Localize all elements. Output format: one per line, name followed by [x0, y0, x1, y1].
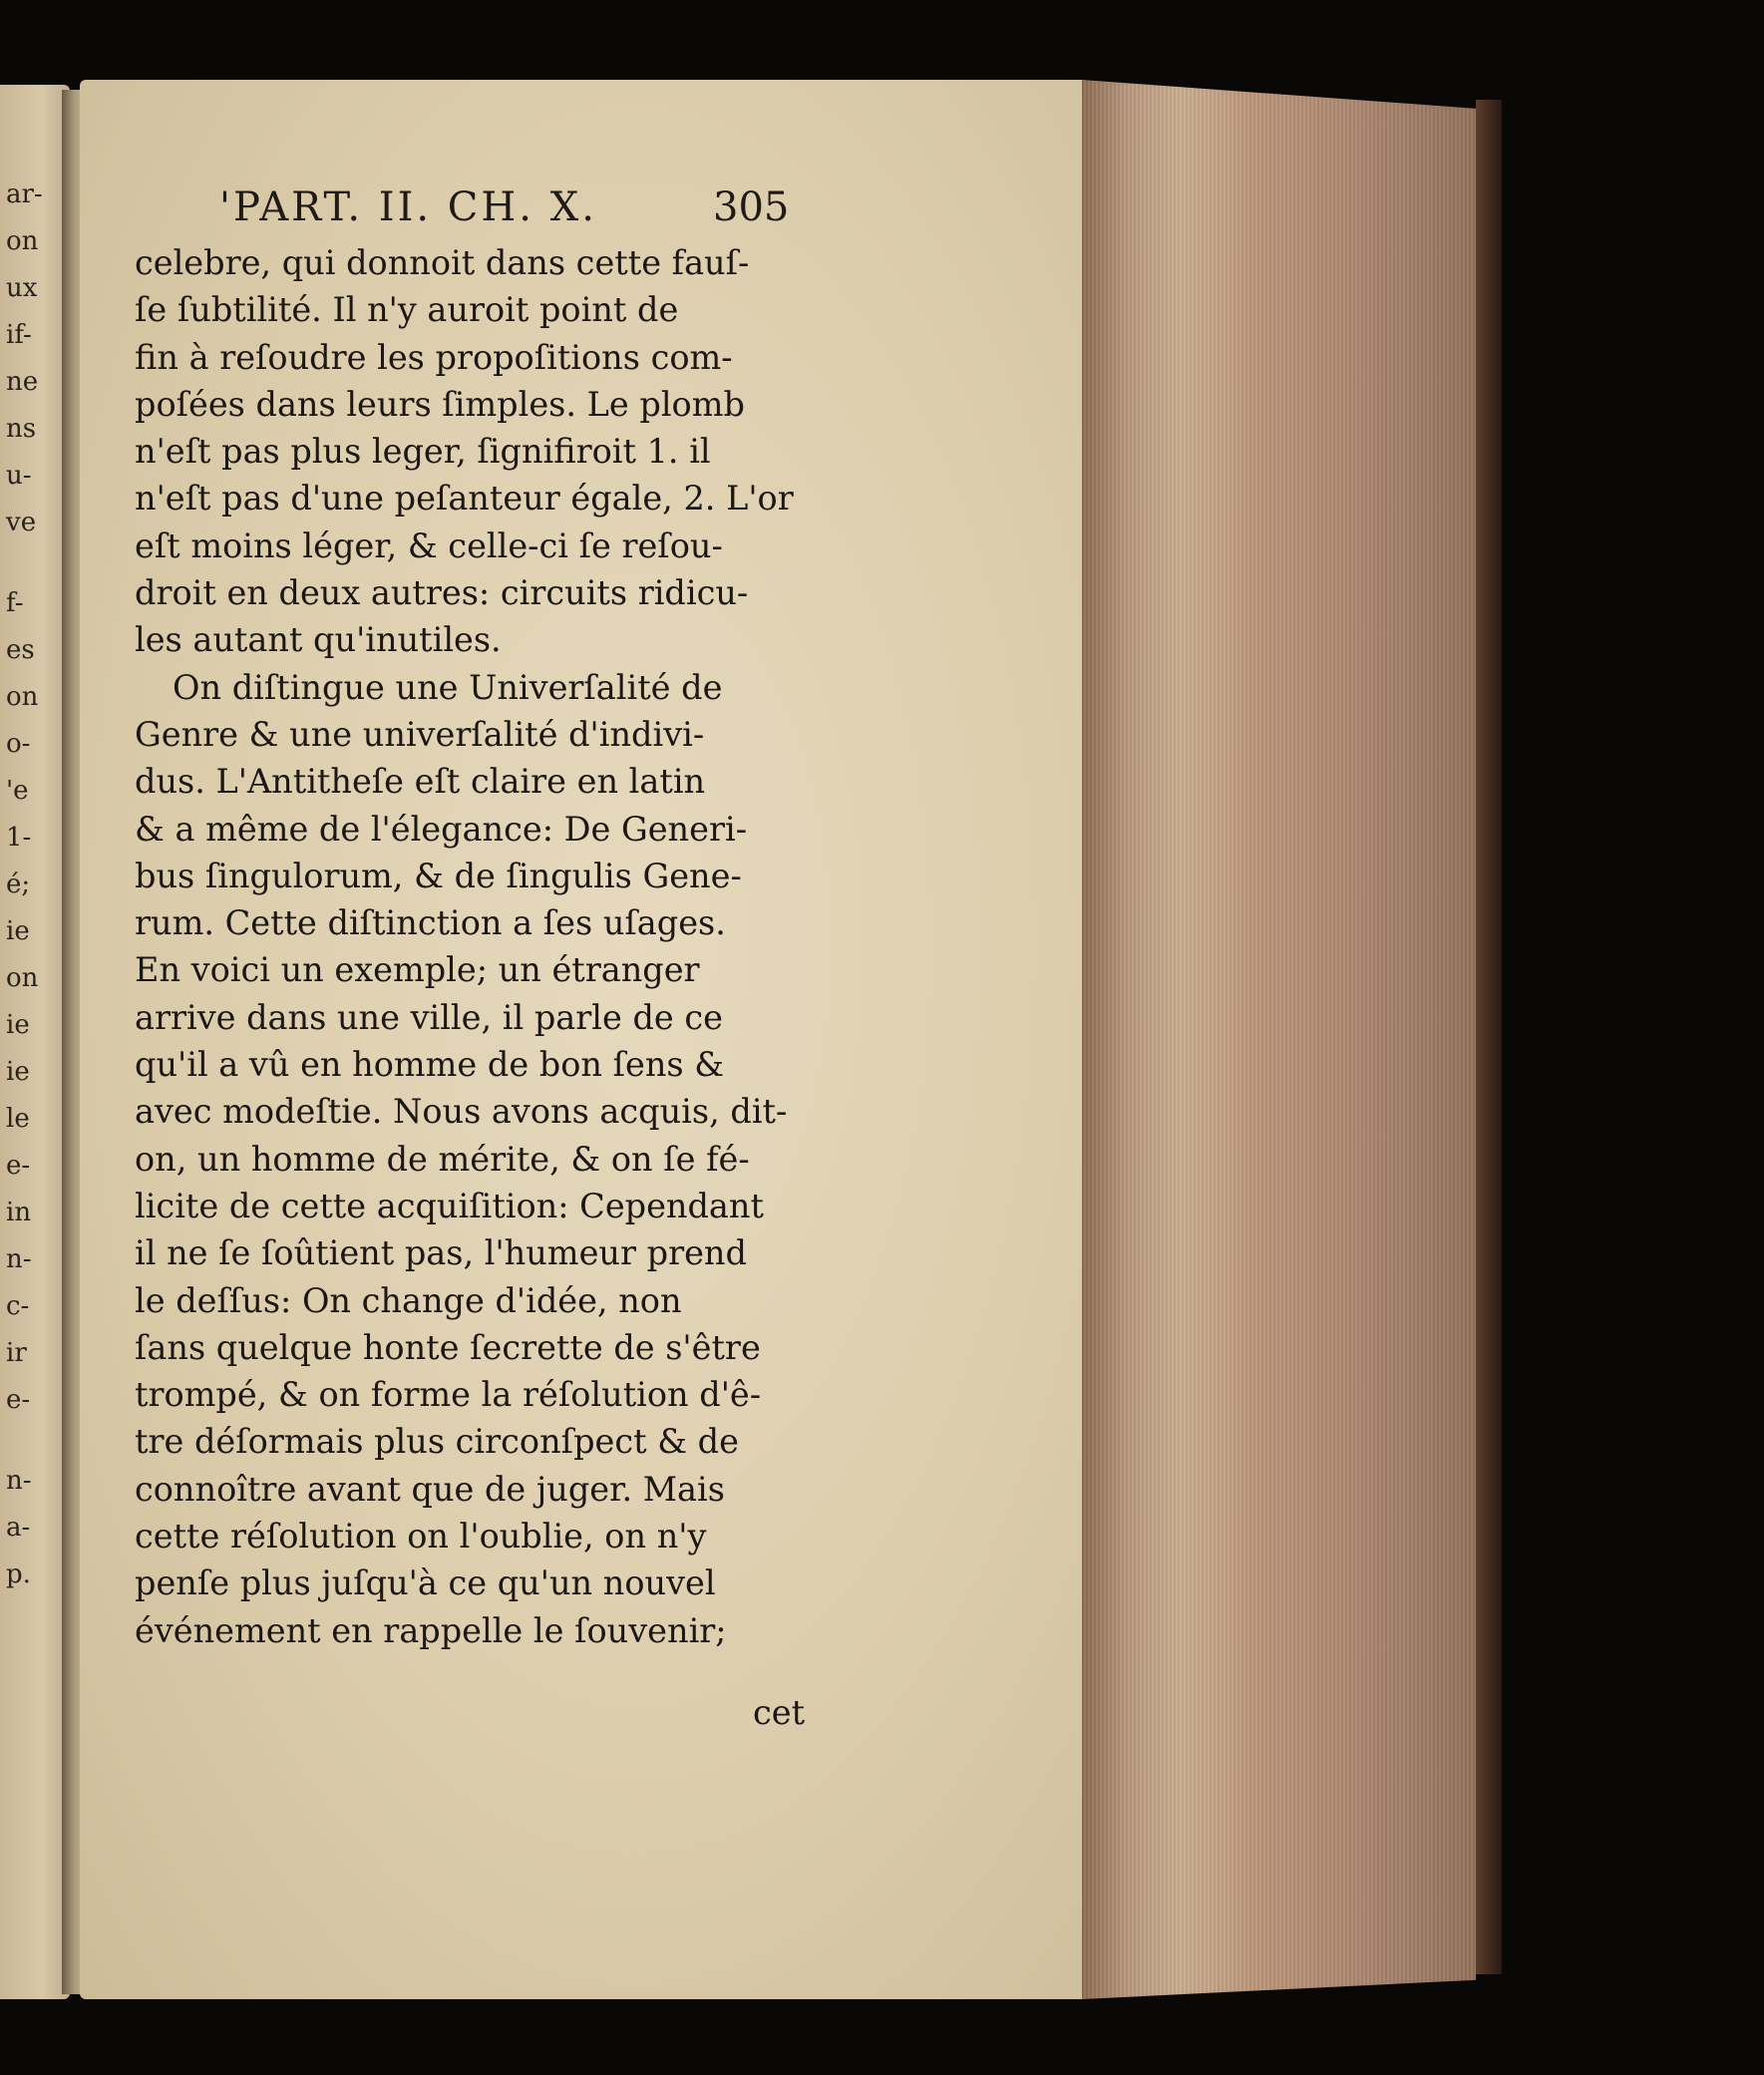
left-page-fragment: ns	[6, 414, 37, 444]
text-line: qu'il a vû en homme de bon ſens &	[135, 1045, 725, 1085]
left-page-fragment: in	[6, 1198, 32, 1227]
text-line: tre déſormais plus circonſpect & de	[135, 1422, 739, 1462]
text-line: il ne ſe ſoûtient pas, l'humeur prend	[135, 1233, 747, 1273]
left-page-fragment: ie	[6, 1010, 30, 1040]
left-page-fragment: p.	[6, 1559, 31, 1589]
left-page-fragment: n-	[6, 1244, 32, 1274]
catchword: cet	[753, 1693, 806, 1732]
text-line: cette réſolution on l'oublie, on n'y	[135, 1517, 707, 1556]
body-text	[135, 239, 823, 1654]
text-line: bus ſingulorum, & de ſingulis Gene-	[135, 856, 742, 895]
text-line: les autant qu'inutiles.	[135, 620, 502, 660]
text-line: connoître avant que de juger. Mais	[135, 1469, 725, 1509]
text-line: licite de cette acquiſition: Cependant	[135, 1186, 764, 1225]
text-line: poſées dans leurs ſimples. Le plomb	[135, 384, 745, 424]
left-page-fragment: ie	[6, 916, 30, 946]
left-page-fragment: ve	[6, 508, 37, 537]
left-page-fragment: é;	[6, 869, 31, 899]
text-line: fin à reſoudre les propoſitions com-	[135, 337, 733, 377]
book-fore-edge	[1082, 80, 1476, 1999]
left-page-fragment: on	[6, 963, 39, 993]
text-line: trompé, & on forme la réſolution d'ê-	[135, 1375, 762, 1415]
left-page-fragment: c-	[6, 1291, 30, 1321]
text-line: On diſtingue une Univerſalité de	[173, 667, 723, 707]
text-line: eſt moins léger, & celle-ci ſe reſou-	[135, 525, 723, 565]
left-page-edge	[0, 85, 70, 1999]
book-cover-edge	[1476, 100, 1502, 1974]
text-line: ſans quelque honte ſecrette de s'être	[135, 1327, 761, 1367]
left-page-fragment: u-	[6, 461, 32, 491]
text-line: arrive dans une ville, il parle de ce	[135, 997, 723, 1037]
text-line: & a même de l'élegance: De Generi-	[135, 809, 748, 849]
left-page-fragment: le	[6, 1104, 30, 1134]
left-page-fragment: ux	[6, 273, 38, 303]
left-page-fragment: on	[6, 682, 39, 712]
page-number: 305	[713, 184, 790, 230]
left-page-fragment: ar-	[6, 179, 43, 209]
left-page-fragment: ie	[6, 1057, 30, 1087]
left-page-fragment: n-	[6, 1466, 32, 1496]
left-page-fragment: ne	[6, 367, 39, 397]
text-line: penſe plus juſqu'à ce qu'un nouvel	[135, 1563, 716, 1603]
text-line: avec modeſtie. Nous avons acquis, dit-	[135, 1092, 788, 1132]
text-line: dus. L'Antitheſe eſt claire en latin	[135, 762, 706, 802]
left-page-fragment: 1-	[6, 823, 32, 853]
left-page-fragment: on	[6, 226, 39, 256]
left-page-fragment: e-	[6, 1151, 31, 1181]
text-line: n'eſt pas d'une peſanteur égale, 2. L'or	[135, 479, 794, 519]
left-page-fragment: if-	[6, 320, 32, 350]
text-line: droit en deux autres: circuits ridicu-	[135, 573, 749, 613]
page-header	[219, 184, 818, 234]
text-line: ſe ſubtilité. Il n'y auroit point de	[135, 290, 679, 330]
text-line: on, un homme de mérite, & on ſe fé-	[135, 1139, 750, 1179]
left-page-fragment: o-	[6, 729, 31, 759]
left-page-fragment: ir	[6, 1338, 27, 1368]
left-page-fragment: f-	[6, 588, 24, 618]
left-page-fragment: a-	[6, 1513, 31, 1543]
text-line: le deſſus: On change d'idée, non	[135, 1280, 682, 1320]
text-line: celebre, qui donnoit dans cette fauſ-	[135, 243, 750, 282]
text-line: n'eſt pas plus leger, ſignifiroit 1. il	[135, 432, 711, 472]
text-line: En voici un exemple; un étranger	[135, 950, 700, 990]
left-page-fragment: 'e	[6, 776, 29, 806]
text-line: événement en rappelle le ſouvenir;	[135, 1610, 727, 1650]
left-page-fragment: e-	[6, 1385, 31, 1415]
text-line: Genre & une univerſalité d'indivi-	[135, 714, 705, 754]
text-line: rum. Cette diſtinction a ſes uſages.	[135, 903, 726, 943]
running-head: 'PART. II. CH. X.	[219, 184, 597, 230]
left-page-fragment: es	[6, 635, 35, 665]
